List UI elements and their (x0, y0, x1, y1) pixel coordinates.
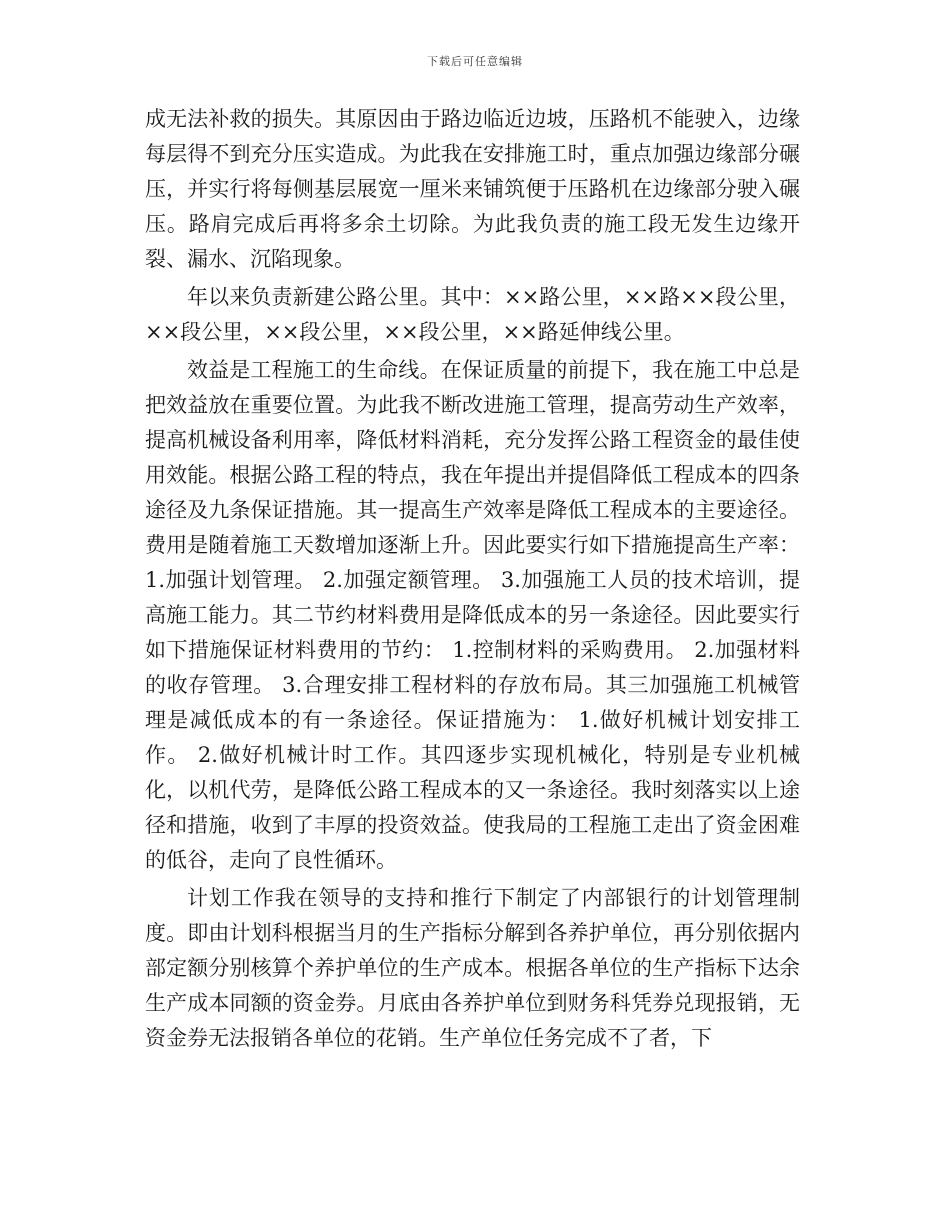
page-header: 下载后可任意编辑 (427, 55, 523, 68)
document-body (145, 102, 800, 1059)
paragraph-2: 年以来负责新建公路公里。其中：××路公里，××路××段公里，××段公里，××段公里，××段公里，××路延伸线公里。 (145, 285, 800, 344)
paragraph-1: 成无法补救的损失。其原因由于路边临近边坡，压路机不能驶入，边缘每层得不到充分压实造成。为此我在安排施工时，重点加强边缘部分碾压，并实行将每侧基层展宽一厘米来铺筑便于压路机在边缘部分驶入碾压。路肩完成后再将多余土切除。为此我负责的施工段无发生边缘开裂、漏水、沉陷现象。 (145, 107, 800, 271)
paragraph-3: 效益是工程施工的生命线。在保证质量的前提下，我在施工中总是把效益放在重要位置。为此我不断改进施工管理，提高劳动生产效率，提高机械设备利用率，降低材料消耗，充分发挥公路工程资金的最佳使用效能。根据公路工程的特点，我在年提出并提倡降低工程成本的四条途径及九条保证措施。其一提高生产效率是降低工程成本的主要途径。费用是随着施工天数增加逐渐上升。因此要实行如下措施提高生产率： 1.加强计划管理。 2.加强定额管理。 3.加强施工人员的技术培训，提高施工能力。其二节约材料费用是降低成本的另一条途径。因此要实行如下措施保证材料费用的节约： 1.控制材料的采购费用。 2.加强材料的收存管理。 3.合理安排工程材料的存放布局。其三加强施工机械管理是减低成本的有一条途径。保证措施为： 1.做好机械计划安排工作。 2.做好机械计时工作。其四逐步实现机械化，特别是专业机械化，以机代劳，是降低公路工程成本的又一条途径。我时刻落实以上途径和措施，收到了丰厚的投资效益。使我局的工程施工走出了资金困难的低谷，走向了良性循环。 (145, 358, 800, 872)
paragraph-4: 计划工作我在领导的支持和推行下制定了内部银行的计划管理制度。即由计划科根据当月的生产指标分解到各养护单位，再分别依据内部定额分别核算个养护单位的生产成本。根据各单位的生产指标下达余生产成本同额的资金券。月底由各养护单位到财务科凭券兑现报销，无资金券无法报销各单位的花销。生产单位任务完成不了者，下 (145, 886, 800, 1050)
